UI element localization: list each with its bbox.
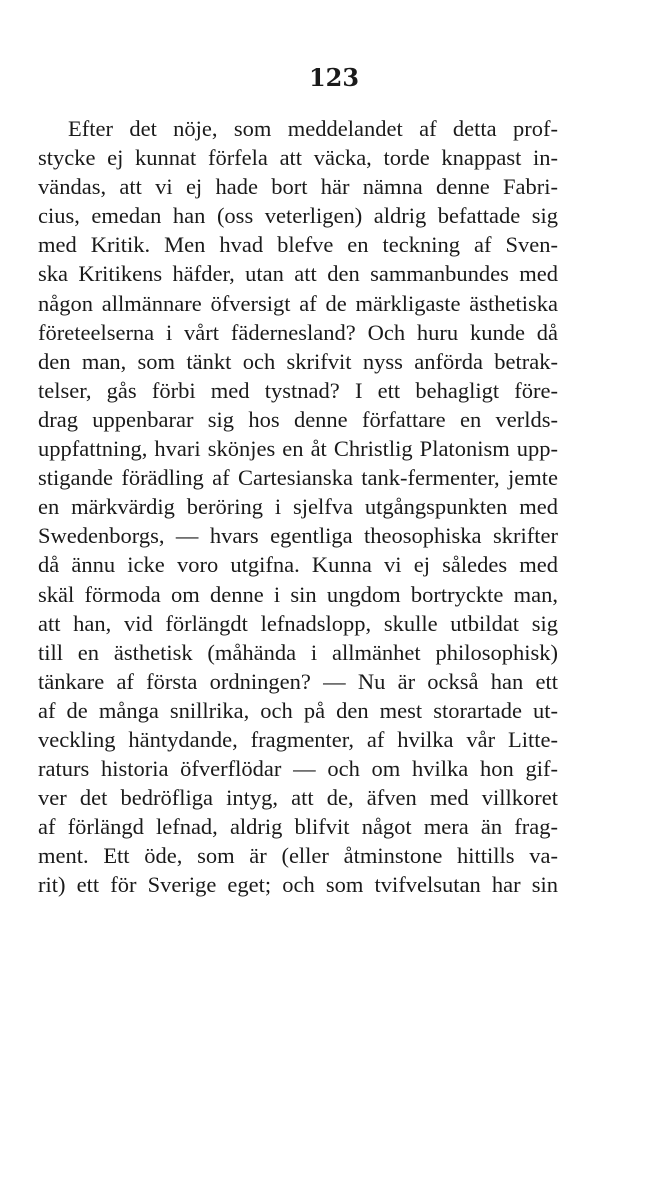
text-line: att han, vid förlängdt lefnadslopp, skulle utbildat sig xyxy=(38,610,558,636)
text-line: stycke ej kunnat förfela att väcka, torde knappast in- xyxy=(38,145,558,171)
text-line: till en ästhetisk (måhända i allmänhet philosophisk) xyxy=(38,639,558,665)
text-line: ska Kritikens häfder, utan att den sammanbundes med xyxy=(38,261,558,287)
text-line: Swedenborgs, — hvars egentliga theosophiska skrifter xyxy=(38,523,558,549)
text-line: drag uppenbarar sig hos denne författare en verlds- xyxy=(38,406,558,432)
text-line: med Kritik. Men hvad blefve en teckning af Sven- xyxy=(38,232,558,258)
text-line: tänkare af första ordningen? — Nu är också han ett xyxy=(38,668,558,694)
text-line: någon allmännare öfversigt af de märkligaste ästhetiska xyxy=(38,290,558,316)
text-line: den man, som tänkt och skrifvit nyss anförda betrak- xyxy=(38,348,558,374)
text-line: rit) ett för Sverige eget; och som tvifvelsutan har sin xyxy=(38,872,558,898)
text-line: en märkvärdig beröring i sjelfva utgångspunkten med xyxy=(38,494,558,520)
text-line: stigande förädling af Cartesianska tank-fermenter, jemte xyxy=(38,465,558,491)
text-line: Efter det nöje, som meddelandet af detta prof- xyxy=(68,116,558,141)
text-line: telser, gås förbi med tystnad? I ett behagligt före- xyxy=(38,377,558,403)
text-line: raturs historia öfverflödar — och om hvilka hon gif- xyxy=(38,756,558,782)
text-line: veckling häntydande, fragmenter, af hvilka vår Litte- xyxy=(38,726,558,752)
text-line: skäl förmoda om denne i sin ungdom bortryckte man, xyxy=(38,581,558,607)
text-line: af de många snillrika, och på den mest storartade ut- xyxy=(38,697,558,723)
text-line: af förlängd lefnad, aldrig blifvit något mera än frag- xyxy=(38,814,558,840)
text-line: ver det bedröfliga intyg, att de, äfven med villkoret xyxy=(38,785,558,811)
text-line: då ännu icke voro utgifna. Kunna vi ej således med xyxy=(38,552,558,578)
text-line: ment. Ett öde, som är (eller åtminstone hittills va- xyxy=(38,843,558,869)
body-paragraph xyxy=(38,114,558,900)
page-number: 123 xyxy=(308,63,360,92)
text-line: företeelserna i vårt fädernesland? Och huru kunde då xyxy=(38,319,558,345)
text-line: uppfattning, hvari skönjes en åt Christlig Platonism upp- xyxy=(38,436,558,462)
text-line: vändas, att vi ej hade bort här nämna denne Fabri- xyxy=(38,174,558,200)
text-line: cius, emedan han (oss veterligen) aldrig befattade sig xyxy=(38,203,558,229)
